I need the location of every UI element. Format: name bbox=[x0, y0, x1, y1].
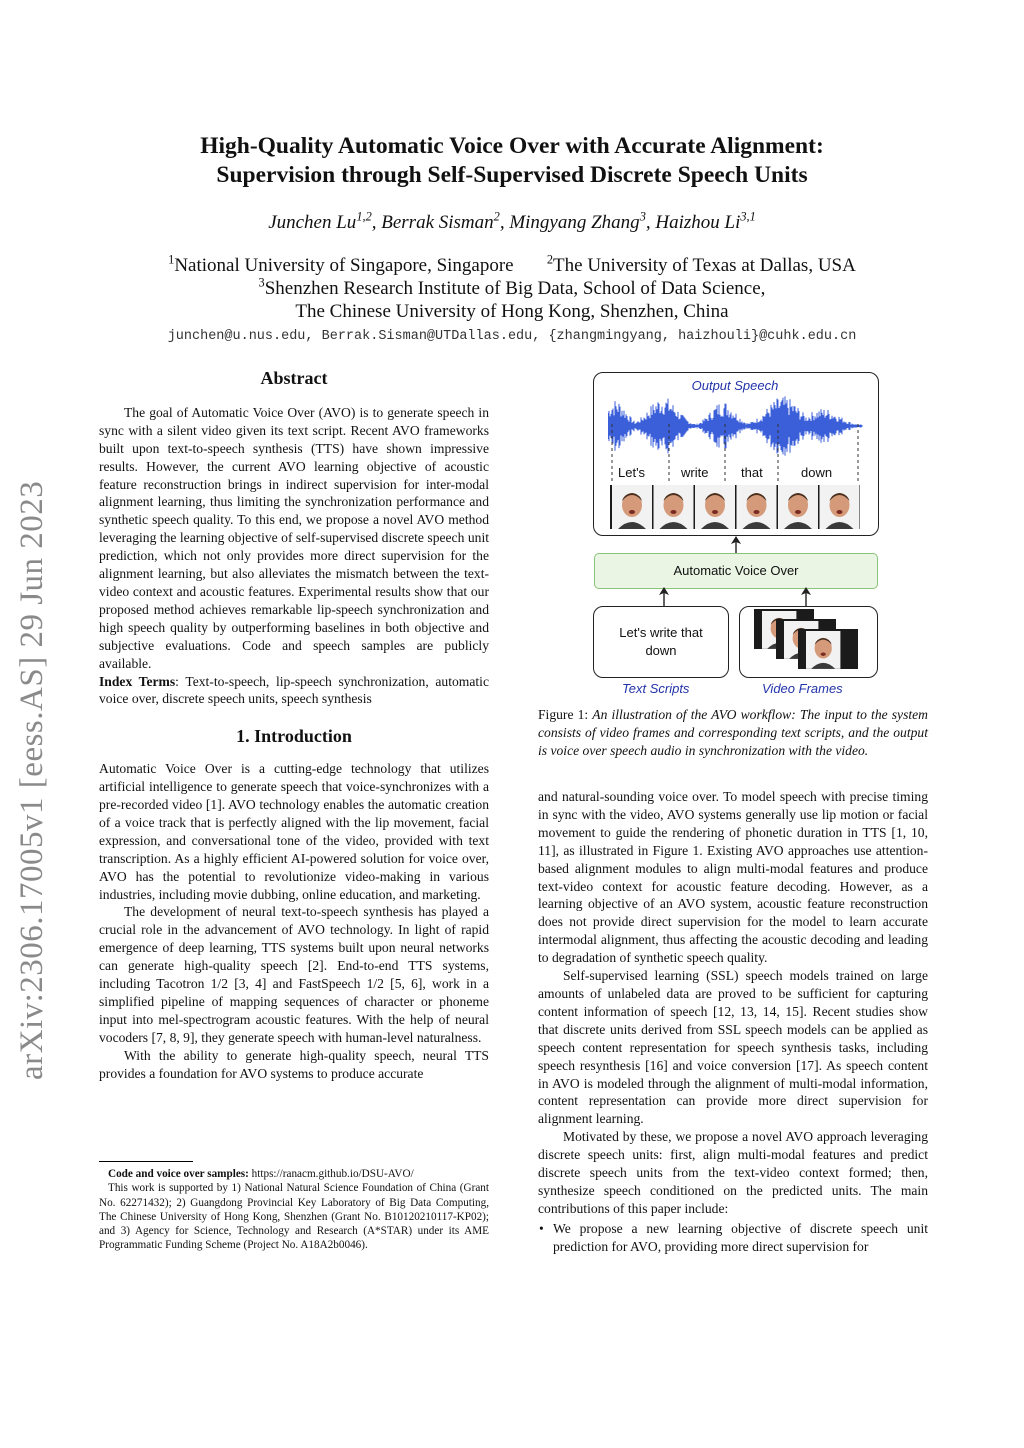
index-terms bbox=[99, 673, 489, 709]
contribution-list bbox=[538, 1220, 928, 1256]
affil-sup: 2 bbox=[546, 252, 554, 267]
index-terms-label: Index Terms bbox=[99, 673, 176, 689]
right-paragraph-1: and natural-sounding voice over. To model speech with precise timing in sync with the video, AVO systems generally use lip motion or facial movement to guide the rendering of phonetic duration in TTS [1, 10, 11], as illustrated in Figure 1. Existing AVO approaches use attention-based alignment modules to align multi-modal features and produce text-video context for acoustic feature decoding. However, as a learning objective of an AVO system, acoustic feature reconstruction does not provide direct supervision for the model to learn accurate intermodal alignment, thus affecting the acoustic decoding and leading to degradation of synthetic speech quality. bbox=[538, 789, 928, 966]
right-paragraph-3: Motivated by these, we propose a novel AVO approach leveraging discrete speech units: first, align multi-modal features and predict discrete speech units from the text-video context formed; then, synthesize speech conditioned on the predicted units. The main contributions of this paper include: bbox=[538, 1129, 928, 1216]
footnote-funding: This work is supported by 1) National Natural Science Foundation of China (Grant No. 62271432); 2) Guangdong Provincial Key Laboratory of Big Data Computing, The Chinese University of Hong Kong, Shenzhen (Grant No. B10120210117-KP02); and 3) Agency for Science, Technology and Research (A*STAR) under its AME Programmatic Funding Scheme (Project No. A18A2b0046). bbox=[99, 1182, 489, 1252]
right-column bbox=[538, 788, 928, 1256]
author-emails: junchen@u.nus.edu, Berrak.Sisman@UTDallas.edu, {zhangmingyang, haizhouli}@cuhk.edu.cn bbox=[167, 329, 857, 344]
intro-paragraph-2: The development of neural text-to-speech synthesis has played a crucial role in the advancement of AVO technology. In light of rapid emergence of deep learning, TTS systems built upon neural networks can generate high-quality speech [2]. End-to-end TTS systems, including Tacotron 1/2 [3, 4] and FastSpeech 1/2 [5, 6], work in a simplified pipeline of mapping sequences of character or phoneme input into mel-spectrogram acoustic features. With the help of neural vocoders [7, 8, 9], they generate speech with human-level naturalness. bbox=[99, 904, 489, 1045]
author-affil-sup: 3,1 bbox=[740, 209, 756, 224]
word-label: write bbox=[681, 465, 709, 480]
caption-prefix: Figure 1: bbox=[538, 707, 593, 722]
author-name: Berrak Sisman bbox=[381, 212, 494, 233]
arrow-up-icon bbox=[656, 587, 672, 607]
footnote-url: https://ranacm.github.io/DSU-AVO/ bbox=[248, 1168, 414, 1180]
caption-text: An illustration of the AVO workflow: The input to the system consists of video frames and corresponding text scripts, and the output is voice over speech audio in synchronization with the video. bbox=[538, 707, 928, 758]
footnote-rule bbox=[99, 1161, 193, 1162]
paper-title bbox=[0, 132, 1024, 190]
video-frames-stack bbox=[754, 609, 864, 671]
index-terms-text: : Text-to-speech, lip-speech synchronization, automatic voice over, discrete speech units, speech synthesis bbox=[99, 673, 489, 707]
contribution-item: • We propose a new learning objective of discrete speech unit prediction for AVO, providing more direct supervision for bbox=[553, 1220, 928, 1256]
text-scripts-label: Text Scripts bbox=[622, 681, 690, 696]
affil-sup: 1 bbox=[168, 252, 175, 267]
author-name: Mingyang Zhang bbox=[509, 212, 640, 233]
author-affil-sup: 2 bbox=[493, 209, 500, 224]
affiliation: The Chinese University of Hong Kong, Shenzhen, China bbox=[295, 301, 729, 322]
abstract-heading: Abstract bbox=[260, 368, 328, 388]
word-label: that bbox=[741, 465, 763, 480]
author-list: Junchen Lu$^{1,2}$, Berrak Sisman$^2$, Mingyang Zhang$^3$, Haizhou Li$^{3,1}$ bbox=[268, 209, 756, 233]
arrow-up-icon bbox=[798, 587, 814, 607]
left-column bbox=[99, 370, 489, 1083]
avo-module-label: Automatic Voice Over bbox=[673, 563, 799, 578]
footnote bbox=[99, 1167, 489, 1253]
video-frames-label: Video Frames bbox=[762, 681, 843, 696]
figure-caption bbox=[538, 706, 928, 760]
abstract-text: The goal of Automatic Voice Over (AVO) is to generate speech in sync with a silent video given its text script. Recent AVO frameworks built upon text-to-speech synthesis (TTS) have shown impressive results. However, the current AVO learning objective of acoustic feature reconstruction brings in indirect supervision for inter-modal alignment learning, thus limiting the synchronization performance and synthetic speech quality. To this end, we propose a novel AVO method leveraging the learning objective of self-supervised discrete speech unit prediction, which not only provides more direct supervision for the alignment learning, but also alleviates the mismatch between the text-video context and acoustic features. Experimental results show that our proposed method achieves remarkable lip-speech synchronization and high speech quality by outperforming baselines in both objective and subjective evaluations. Code and speech samples are publicly available. bbox=[99, 404, 489, 671]
intro-paragraph-1: Automatic Voice Over is a cutting-edge technology that utilizes artificial intelligence to generate speech that voice-synchronizes with a pre-recorded video [1]. AVO technology enables the automatic creation of a voice track that is perfectly aligned with the lip movement, facial expression, and conversational tone of the video, provided with text transcription. As a highly efficient AI-powered solution for voice over, AVO has the potential to revolutionize video-making in various industries, including movie dubbing, online education, and marketing. bbox=[99, 761, 489, 902]
word-label: Let's bbox=[618, 465, 646, 480]
affiliation: The University of Texas at Dallas, USA bbox=[553, 255, 856, 276]
video-frame-strip bbox=[610, 485, 860, 529]
word-label: down bbox=[801, 465, 833, 480]
author-affil-sup: 3 bbox=[639, 209, 646, 224]
author-name: Junchen Lu bbox=[268, 212, 357, 233]
intro-paragraph-3: With the ability to generate high-quality speech, neural TTS provides a foundation for AVO systems to produce accurate bbox=[99, 1047, 489, 1081]
arxiv-identifier: arXiv:2306.17005v1 [eess.AS] 29 Jun 2023 bbox=[14, 480, 50, 1080]
right-paragraph-2: Self-supervised learning (SSL) speech models trained on large amounts of unlabeled data are proved to be sufficient for capturing content information of speech [12, 13, 14, 15]. Recent studies show that discrete units derived from SSL speech models can be applied as speech content representation for speech synthesis tasks, including speech resynthesis [16] and voice conversion [17]. As speech content in AVO is modeled through the alignment of multi-modal information, content representation can provide more direct supervision for alignment learning. bbox=[538, 968, 928, 1127]
affiliations bbox=[0, 254, 1024, 323]
affil-sup: 3 bbox=[258, 275, 265, 290]
figure-1 bbox=[588, 368, 888, 702]
affiliation: Shenzhen Research Institute of Big Data, School of Data Science, bbox=[264, 278, 766, 299]
author-affil-sup: 1,2 bbox=[356, 209, 372, 224]
affiliation: National University of Singapore, Singapore bbox=[174, 255, 514, 276]
introduction-heading: 1. Introduction bbox=[236, 726, 352, 747]
avo-module-box bbox=[594, 553, 878, 589]
author-name: Haizhou Li bbox=[655, 212, 741, 233]
title-line-2: Supervision through Self-Supervised Discrete Speech Units bbox=[216, 162, 808, 188]
output-speech-label: Output Speech bbox=[691, 378, 779, 393]
text-script-content: Let's write that down bbox=[619, 625, 703, 658]
title-line-1: High-Quality Automatic Voice Over with Accurate Alignment: bbox=[200, 133, 824, 159]
text-script-box bbox=[593, 606, 729, 678]
footnote-label: Code and voice over samples: bbox=[108, 1168, 249, 1180]
